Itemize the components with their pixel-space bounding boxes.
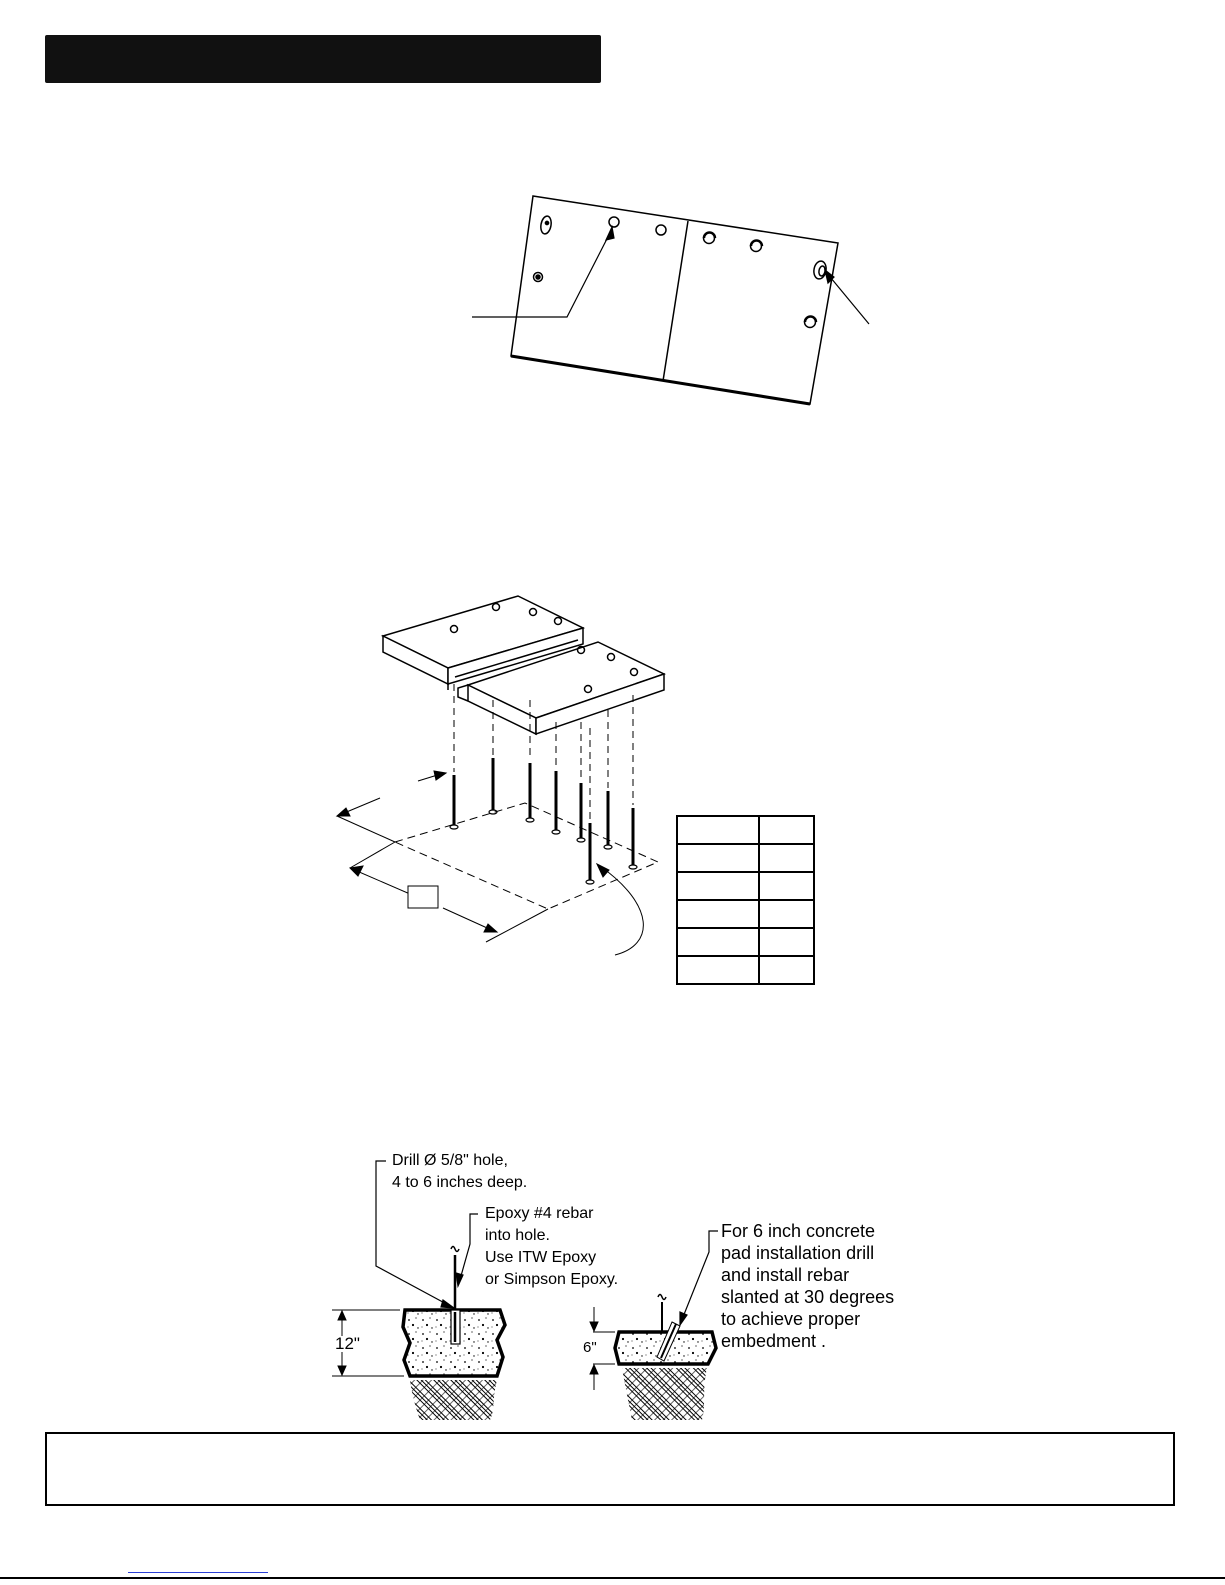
slant-note-line: and install rebar — [721, 1265, 850, 1285]
note-box — [45, 1432, 1175, 1506]
epoxy-note — [485, 1203, 618, 1291]
slant-note-line: embedment . — [721, 1331, 827, 1351]
footer-link-underline[interactable] — [128, 1572, 268, 1573]
soil-12-inch — [410, 1380, 497, 1420]
soil-6-inch — [622, 1368, 707, 1420]
leader-6-inch — [680, 1231, 718, 1325]
epoxy-note-line: or Simpson Epoxy. — [485, 1271, 619, 1288]
dim-6-label: 6" — [583, 1339, 597, 1356]
rebar-12-inch — [451, 1247, 460, 1345]
drill-note — [392, 1150, 527, 1194]
slant-note-line: pad installation drill — [721, 1243, 875, 1263]
footer-rule — [0, 1577, 1225, 1579]
slant-note-line: to achieve proper — [721, 1309, 861, 1329]
epoxy-note-line: Epoxy #4 rebar — [485, 1205, 594, 1222]
epoxy-note-line: Use ITW Epoxy — [485, 1249, 597, 1266]
epoxy-note-line: into hole. — [485, 1227, 550, 1244]
slant-note-line: For 6 inch concrete — [721, 1221, 876, 1241]
slant-note-line: slanted at 30 degrees — [721, 1287, 895, 1307]
dim-12-label: 12" — [335, 1334, 360, 1353]
drill-note-line: 4 to 6 inches deep. — [392, 1174, 528, 1191]
drill-note-line: Drill Ø 5/8" hole, — [392, 1152, 508, 1169]
slant-note — [721, 1220, 894, 1352]
